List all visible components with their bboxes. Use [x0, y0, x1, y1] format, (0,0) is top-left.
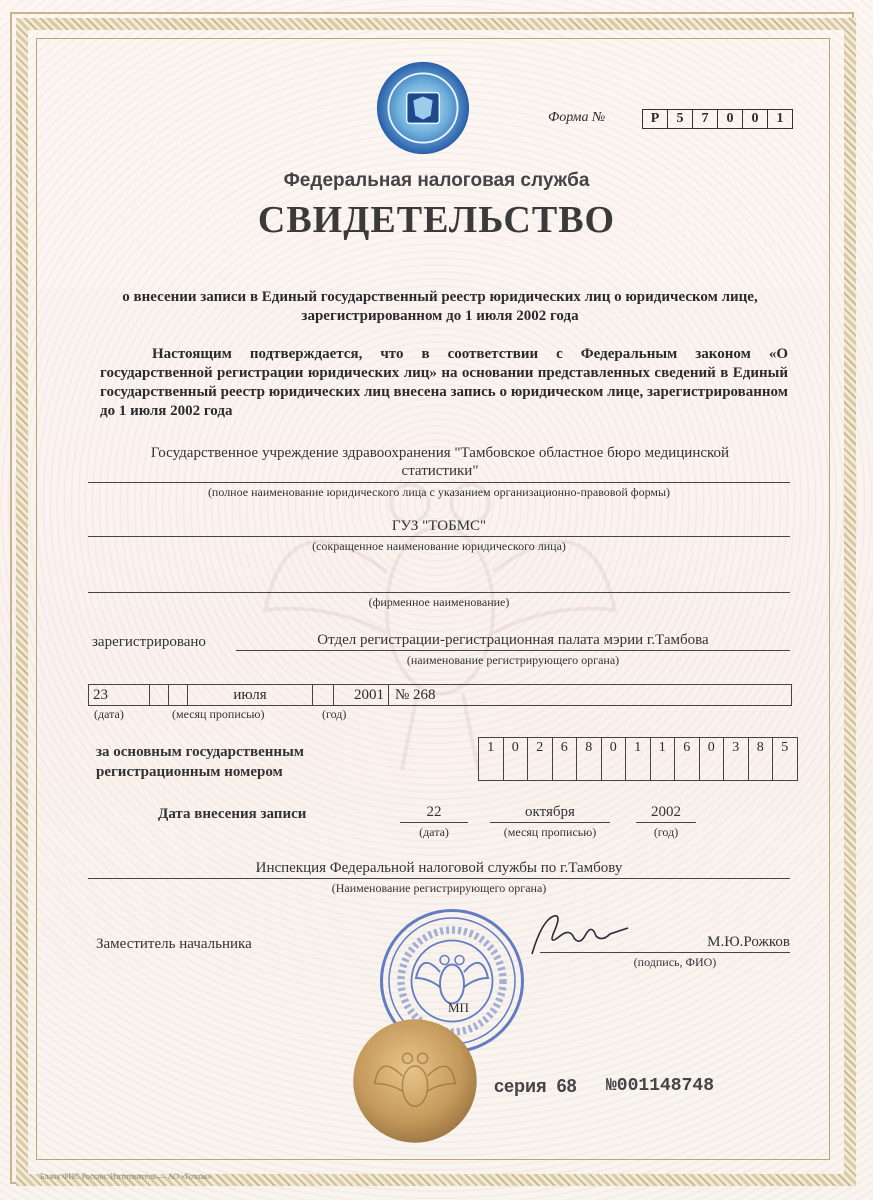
hologram-emblem-icon: [375, 60, 471, 156]
inspection-name: Инспекция Федеральной налоговой службы по г.Тамбову: [255, 860, 623, 876]
ogrn-digit: 0: [699, 738, 724, 780]
full-name-line1: Государственное учреждение здравоохранения "Тамбовское областное бюро медицинской: [150, 445, 730, 461]
form-code-char: 7: [692, 110, 717, 128]
entry-date-label: Дата внесения записи: [158, 806, 307, 822]
reg-empty-cell: [149, 685, 168, 705]
form-code-char: Р: [650, 111, 660, 126]
entry-year-underline: [636, 822, 696, 823]
ogrn-digit: 1: [487, 740, 495, 755]
inspection-caption: (Наименование регистрирующего органа): [331, 881, 547, 895]
reg-empty-cell: [312, 685, 333, 705]
series-value: 68: [556, 1076, 577, 1096]
ogrn-digit: 8: [576, 738, 601, 780]
ogrn-digit-boxes: [478, 737, 798, 781]
ogrn-digit: 1: [625, 738, 650, 780]
signature-icon: [524, 910, 634, 960]
confirmation-text: Настоящим подтверждается, что в соответствии с Федеральным законом «О государственной регистрации юридических лиц» на основании представленных сведений в Единый государственный реестр юридических лиц внесена запись о юридическом лице, зарегистрированном до 1 июля 2002 года: [100, 346, 788, 419]
registered-underline: [236, 650, 790, 651]
entry-month-caption: (месяц прописью): [503, 825, 597, 839]
reg-year: 2001: [333, 685, 388, 705]
entry-year: 2002: [651, 804, 681, 820]
reg-month-caption: (месяц прописью): [172, 707, 265, 721]
signatory-position: Заместитель начальника: [96, 936, 252, 952]
series-word: серия: [494, 1076, 547, 1096]
short-name: ГУЗ "ТОБМС": [391, 518, 487, 534]
ogrn-digit: 0: [503, 738, 528, 780]
blank-number: №001148748: [606, 1076, 715, 1096]
short-name-caption: (сокращенное наименование юридического лица): [312, 539, 566, 553]
form-code-char: 1: [767, 110, 792, 128]
reg-day-caption: (дата): [94, 707, 124, 721]
form-number-boxes: [642, 109, 793, 129]
entry-year-caption: (год): [653, 825, 679, 839]
document-title: СВИДЕТЕЛЬСТВО: [257, 199, 616, 241]
ogrn-digit: 5: [772, 738, 797, 780]
ogrn-digit: 6: [552, 738, 577, 780]
ogrn-digit: 6: [674, 738, 699, 780]
form-code-char: 0: [717, 110, 742, 128]
entry-day-underline: [400, 822, 468, 823]
registered-caption: (наименование регистрирующего органа): [406, 653, 620, 667]
service-name: Федеральная налоговая служба: [283, 170, 590, 191]
seal-place-mark: МП: [448, 1000, 469, 1015]
reg-empty-cell: [168, 685, 187, 705]
registered-label: зарегистрировано: [92, 634, 206, 650]
registration-date-table: [88, 684, 792, 706]
short-name-underline: [88, 536, 790, 537]
reg-number: № 268: [388, 685, 791, 705]
entry-day: 22: [426, 804, 442, 820]
gold-emboss-seal-icon: [352, 1018, 478, 1144]
ogrn-digit: 1: [650, 738, 675, 780]
signatory-name: М.Ю.Рожков: [707, 934, 790, 950]
ogrn-label-line1: за основным государственным: [96, 744, 305, 760]
entry-day-caption: (дата): [419, 825, 449, 839]
document-subtitle: о внесении записи в Единый государственный реестр юридических лиц о юридическом лице, зарегистрированном до 1 июля 2002 года: [122, 289, 758, 324]
form-code-char: 0: [742, 110, 767, 128]
form-number-label: Форма №: [548, 110, 606, 125]
series-label: [494, 1076, 577, 1097]
full-name-line2: статистики": [401, 463, 479, 479]
signature-caption: (подпись, ФИО): [633, 955, 717, 969]
inspection-underline: [88, 878, 790, 879]
ogrn-digit: 8: [748, 738, 773, 780]
form-code-char: 5: [667, 110, 692, 128]
full-name-caption: (полное наименование юридического лица с указанием организационно-правовой формы): [207, 485, 671, 499]
reg-day: 23: [93, 687, 108, 703]
ogrn-digit: 3: [723, 738, 748, 780]
printer-imprint: Бланк ФНС России. Изготовитель — АО «Гознак»: [40, 1172, 212, 1181]
ogrn-digit: 2: [527, 738, 552, 780]
registered-authority: Отдел регистрации-регистрационная палата мэрии г.Тамбова: [317, 632, 709, 648]
ogrn-label-line2: регистрационным номером: [96, 764, 283, 780]
entry-month: октября: [525, 804, 575, 820]
brand-name-underline: [88, 592, 790, 593]
reg-month: июля: [187, 685, 312, 705]
ogrn-digit: 0: [601, 738, 626, 780]
reg-year-caption: (год): [322, 707, 347, 721]
entry-month-underline: [490, 822, 610, 823]
full-name-underline: [88, 482, 790, 483]
brand-name-caption: (фирменное наименование): [368, 595, 510, 609]
